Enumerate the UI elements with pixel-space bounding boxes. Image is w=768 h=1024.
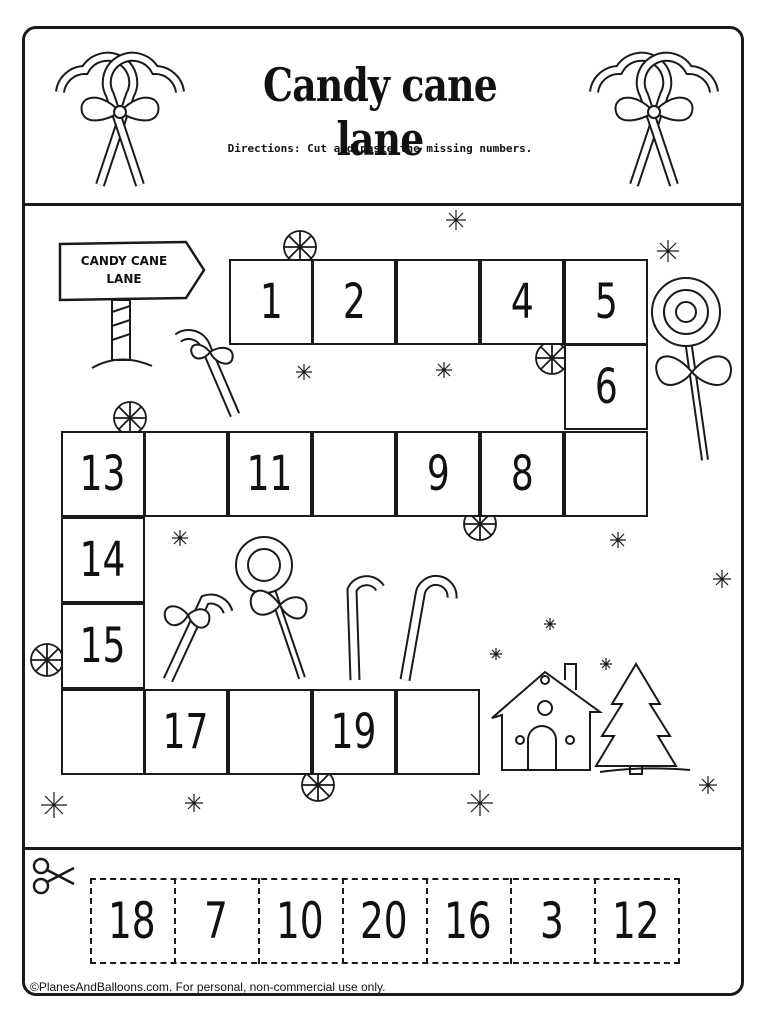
cell-number: 9 xyxy=(426,446,450,502)
cutout-number[interactable] xyxy=(258,878,342,964)
board-cell-empty[interactable] xyxy=(396,689,480,775)
directions-text: Directions: Cut and paste the missing numbers. xyxy=(227,142,533,155)
board-cell xyxy=(564,259,648,345)
lollipop-icon xyxy=(652,278,731,460)
cutout-label: 16 xyxy=(444,892,492,950)
cutout-label: 10 xyxy=(276,892,324,950)
cell-number: 2 xyxy=(342,274,366,330)
cutout-label: 12 xyxy=(612,892,660,950)
cutout-number[interactable] xyxy=(342,878,426,964)
board-cell xyxy=(480,431,564,517)
cutout-number[interactable] xyxy=(174,878,258,964)
street-sign-label xyxy=(66,252,182,288)
cutout-label: 18 xyxy=(108,892,156,950)
sign-line-1: CANDY CANE xyxy=(80,254,168,268)
cell-number: 13 xyxy=(80,446,126,502)
board-cell-empty[interactable] xyxy=(61,689,145,775)
cell-number: 15 xyxy=(80,618,126,674)
cell-number: 6 xyxy=(594,359,618,415)
cutout-label: 7 xyxy=(204,892,228,950)
christmas-tree-icon xyxy=(596,664,690,774)
cell-number: 17 xyxy=(163,704,209,760)
board-cell xyxy=(61,517,145,603)
copyright-footer: ©PlanesAndBalloons.com. For personal, non-commercial use only. xyxy=(30,980,386,994)
candy-cane-bow-icon xyxy=(165,599,228,680)
lollipop-bow-icon xyxy=(236,537,307,678)
cutout-number[interactable] xyxy=(90,878,174,964)
cell-number: 19 xyxy=(331,704,377,760)
board-cell-empty[interactable] xyxy=(144,431,228,517)
candy-cane-icon xyxy=(178,335,235,415)
cutout-label: 20 xyxy=(360,892,408,950)
board-cell xyxy=(312,259,396,345)
board-cell-empty[interactable] xyxy=(564,431,648,517)
board-cell-empty[interactable] xyxy=(228,689,312,775)
cell-number: 5 xyxy=(594,274,618,330)
gingerbread-house-icon xyxy=(492,664,600,770)
cutout-number[interactable] xyxy=(594,878,678,964)
board-cell-empty[interactable] xyxy=(312,431,396,517)
candy-cane-icon xyxy=(352,581,380,680)
board-cell xyxy=(144,689,228,775)
board-cell xyxy=(228,431,312,517)
cutout-number[interactable] xyxy=(426,878,510,964)
candy-cane-icon xyxy=(405,580,452,680)
candy-cane-bow-icon xyxy=(60,57,180,185)
scissors-icon xyxy=(34,859,74,893)
board-cell xyxy=(480,259,564,345)
board-cell xyxy=(396,431,480,517)
cutout-label: 3 xyxy=(540,892,564,950)
cell-number: 1 xyxy=(259,274,283,330)
board-cell xyxy=(312,689,396,775)
cell-number: 8 xyxy=(510,446,534,502)
sign-line-2: LANE xyxy=(106,272,142,286)
candy-cane-bow-icon xyxy=(594,57,714,185)
cell-number: 4 xyxy=(510,274,534,330)
page-title: Candy cane lane xyxy=(263,58,497,166)
board-cell xyxy=(61,603,145,689)
board-cell xyxy=(61,431,145,517)
board-cell-empty[interactable] xyxy=(396,259,480,345)
cell-number: 14 xyxy=(80,532,126,588)
cutout-number[interactable] xyxy=(510,878,594,964)
board-cell xyxy=(564,344,648,430)
cell-number: 11 xyxy=(247,446,293,502)
board-cell xyxy=(229,259,313,345)
